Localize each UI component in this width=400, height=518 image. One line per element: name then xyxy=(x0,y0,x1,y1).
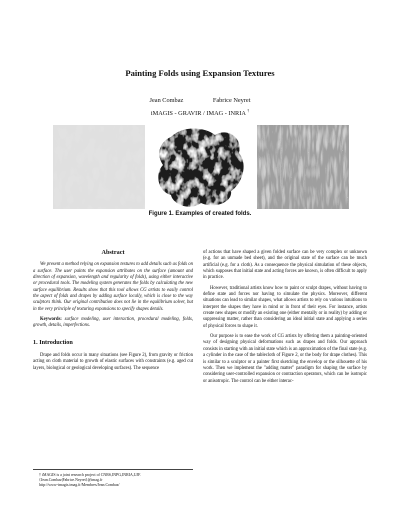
keywords xyxy=(33,317,193,330)
footnote-line: † iMAGIS is a joint research project of CNRS,INPG,INRIA,UJF. xyxy=(39,473,141,477)
figure-svg xyxy=(53,125,349,209)
paragraph: of actions that have shaped a given folded surface can be very complex or unknown (e.g. for an unmade bed sheet), and the original state of the surface can be much artificial (e.g. for a cloth). As a consequence the physical simulation of these objects, which supposes that initial state and acting forces are known, is often difficult to apply in practice. xyxy=(203,250,367,281)
fold-image-2 xyxy=(153,125,249,209)
paragraph: However, traditional artists know how to paint or sculpt drapes, without having to define state and forces nor having to simulate the physics. Moreover, different situations can lead to similar shapes, what allows artists to rely on various intuitions to interpret the shapes they have in mind or in front of their eyes. For instance, artists create new shapes or modify an existing one (either mentally or in reality) by adding or suppressing matter, rather than considering an ideal initial state and applying a series of physical forces to shape it. xyxy=(203,285,367,329)
author-name: Fabrice Neyret xyxy=(212,97,251,104)
left-column xyxy=(33,250,193,376)
paragraph: Our purpose is to ease the work of CG artists by offering them a painting-oriented way of designing physical deformations such as drapes and folds. Our approach consists in starting with an initial state which is an approximation of the final state (e.g. a cylinder in the case of the tablecloth of Figure 2, or the body for drape clothes). This is similar to a sculptor or a painter first sketching the envelop or the silhouette of his work. Then we implement the "adding matter" paradigm for shaping the surface by considering user-controlled expansion or contraction operators, which can be isotropic or anisotropic. The control can be either interac- xyxy=(203,334,367,384)
intro-text: Drape and folds occur in many situations (see Figure 2), from gravity or friction acting on cloth material to growth of elastic surfaces with constraints (e.g. aged cut layers, biological or geological developing surfaces). The sequence xyxy=(33,353,193,371)
keywords-label: Keywords: xyxy=(40,317,62,323)
footnote xyxy=(33,469,193,488)
affiliation xyxy=(0,108,400,117)
author-name: Jean Combaz xyxy=(149,97,184,104)
affiliation-text: iMAGIS - GRAVIR / IMAG - INRIA xyxy=(150,110,246,118)
figure-images xyxy=(53,125,349,209)
author-list xyxy=(0,97,400,104)
abstract-text: We present a method relying on expansion textures to add details such as folds on a surface. The user paints the expansion attributes on the surface (amount and direction of expansion, wavelength and regularity of folds), using either interactive or procedural tools. The modeling system generates the folds by calculating the new surface equilibrium. Results show that this tool allows CG artists to easily control the aspect of folds and drapes by adding surface locally, which is close to the way sculptors think. Our original contribution does not lie in the equilibrium solver, but in the very principle of texturing expansions to specify shapes details. xyxy=(33,262,193,312)
right-column xyxy=(203,250,367,389)
fold-image-3 xyxy=(257,125,349,209)
figure-caption: Figure 1. Examples of created folds. xyxy=(148,211,252,217)
fold-image-1 xyxy=(53,125,145,209)
keywords-text: surface modeling, user interaction, procedural modeling, folds, growth, details, imperfections. xyxy=(33,317,194,329)
intro-heading: 1. Introduction xyxy=(33,338,73,346)
footnote-line: http://www-imagis.imag.fr/Membres/Jean.Combaz/ xyxy=(39,483,120,487)
affiliation-mark: † xyxy=(247,108,250,113)
footnote-line: {Jean.Combaz|Fabrice.Neyret}@imag.fr xyxy=(39,478,103,482)
paper-title: Painting Folds using Expansion Textures xyxy=(125,68,275,78)
abstract-heading: Abstract xyxy=(101,249,125,256)
